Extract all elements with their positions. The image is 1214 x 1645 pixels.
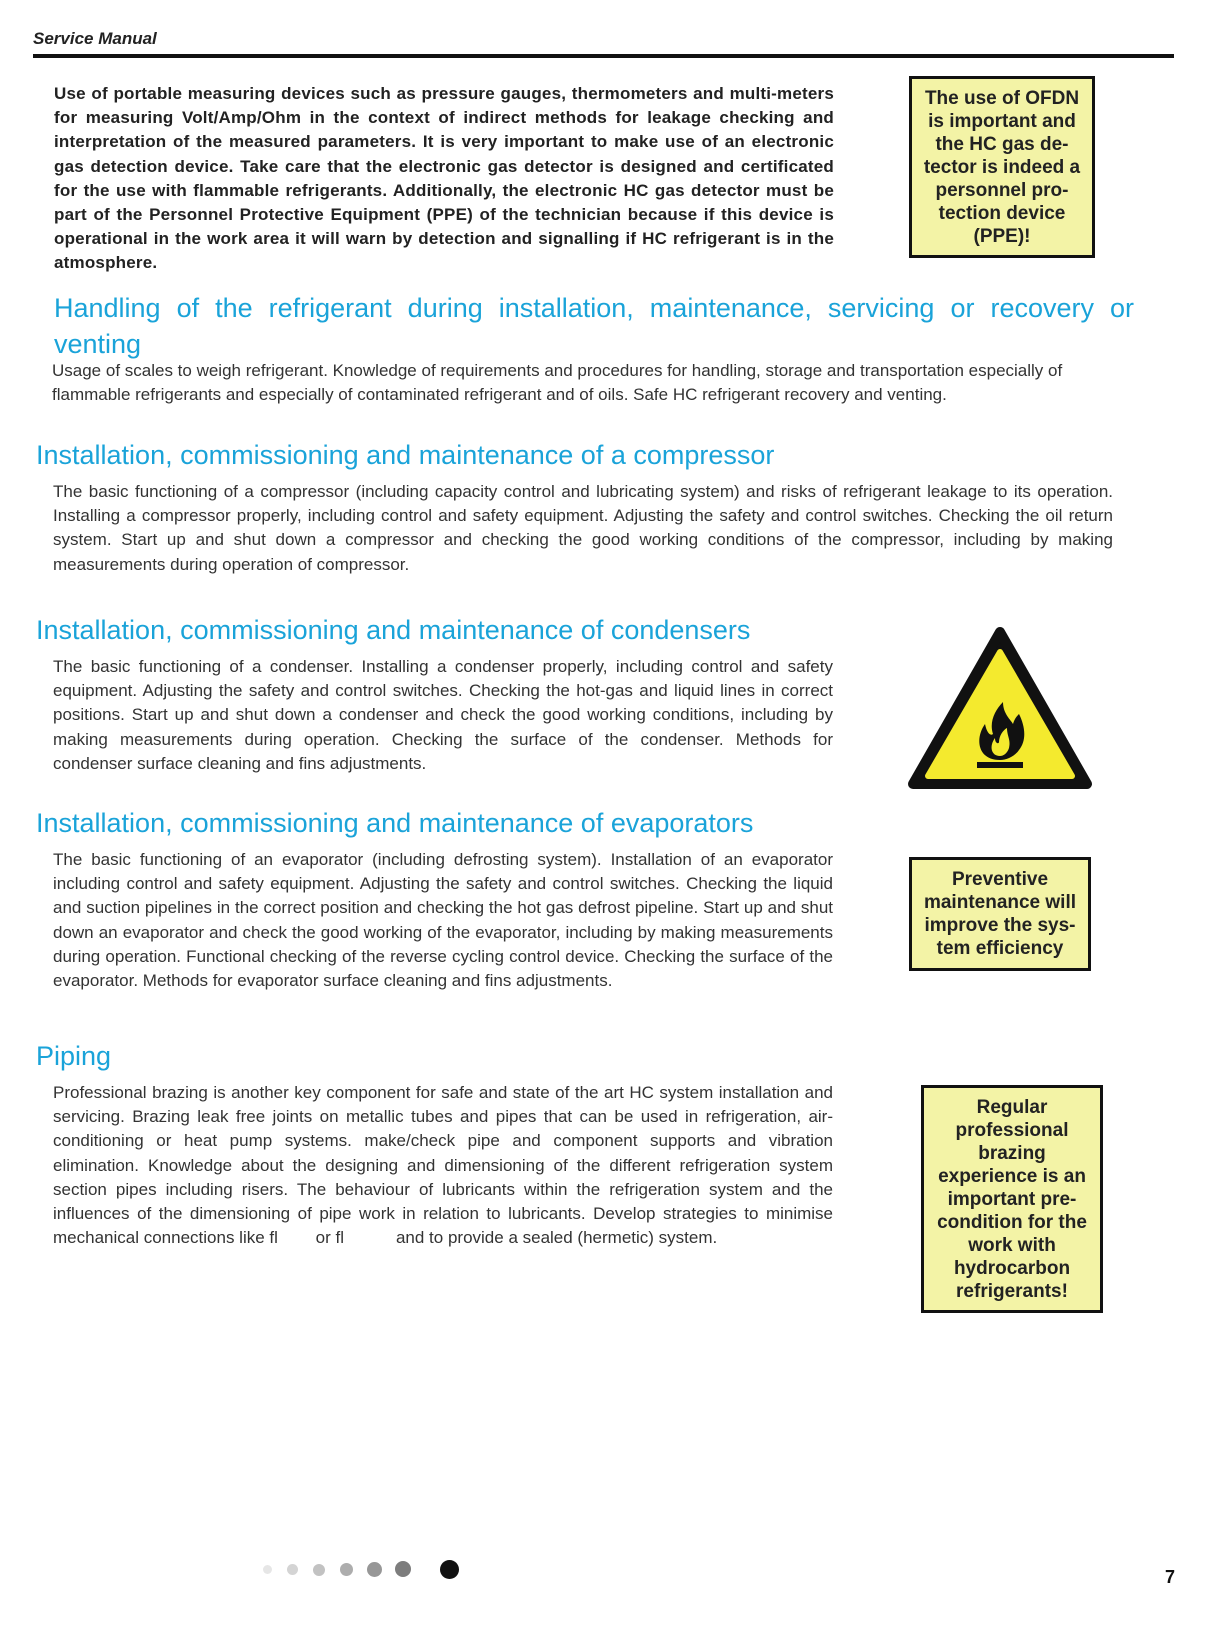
page-number: 7: [1164, 1567, 1175, 1587]
handling-heading: Handling of the refrigerant during installation, maintenance, servicing or recovery or venting: [54, 293, 1134, 359]
evaporators-body: The basic functioning of an evaporator (including defrosting system). Installation of an evaporator including control and safety equipment. Adjusting the safety and control switches. Checking the liquid and suction pipelines in the correct position and checking the hot gas defrost pipeline. Start up and shut down an evaporator and check the good working of the evaporator, including by making measurements during operation. Functional checking of the reverse cycling control device. Checking the surface of the evaporator. Methods for evaporator surface cleaning and fins adjustments.: [53, 850, 833, 991]
progress-dot: [367, 1562, 382, 1577]
ofdn-note-text: The use of OFDN is important and the HC gas de-tector is indeed a personnel pro-tection device (PPE)!: [923, 87, 1081, 247]
compressor-heading: Installation, commissioning and maintenance of a compressor: [36, 440, 775, 470]
handling-body: Usage of scales to weigh refrigerant. Knowledge of requirements and procedures for handling, storage and transportation especially of flammable refrigerants and especially of contaminated refrigerant and of oils. Safe HC refrigerant recovery and venting.: [52, 361, 1063, 404]
preventive-note-box: [909, 857, 1091, 971]
progress-dot: [395, 1561, 411, 1577]
piping-heading: Piping: [36, 1041, 112, 1071]
preventive-note-text: Preventive maintenance will improve the sys-tem efficiency: [923, 869, 1077, 959]
progress-dot-current: [440, 1560, 459, 1579]
evaporators-heading: Installation, commissioning and maintenance of evaporators: [36, 808, 754, 838]
header-title: Service Manual: [33, 29, 157, 48]
brazing-note-box: [921, 1085, 1103, 1313]
piping-body: Professional brazing is another key component for safe and state of the art HC system installation and servicing. Brazing leak free joints on metallic tubes and pipes that can be used in refrigeration, air-conditioning or heat pump systems. make/check pipe and component supports and vibration elimination. Knowledge about the designing and dimensioning of the different refrigeration system section pipes including risers. The behaviour of lubricants within the refrigeration system and the influences of the dimensioning of pipe work in relation to lubricants. Develop strategies to minimise mechanical connections like fl or fl and to provide a sealed (hermetic) system.: [53, 1083, 838, 1248]
header-rule: [33, 54, 1174, 58]
intro-paragraph: Use of portable measuring devices such as pressure gauges, thermometers and multi-meters for measuring Volt/Amp/Ohm in the context of indirect methods for leakage checking and interpretation of the measured parameters. It is very important to make use of an electronic gas detection device. Take care that the electronic gas detector is designed and certificated for the use with flammable refrigerants. Additionally, the electronic HC gas detector must be part of the Personnel Protective Equipment (PPE) of the technician because if this device is operational in the work area it will warn by detection and signalling if HC refrigerant is in the atmosphere.: [54, 84, 834, 273]
brazing-note-text: Regular professional brazing experience is an important pre-condition for the work with hydrocarbon refrigerants!: [937, 1096, 1087, 1302]
ofdn-note-box: [909, 76, 1095, 258]
flammable-warning-icon: [907, 626, 1093, 792]
progress-dot: [313, 1564, 325, 1576]
progress-dot: [287, 1564, 298, 1575]
compressor-body: The basic functioning of a compressor (including capacity control and lubricating system) and risks of refrigerant leakage to its operation. Installing a compressor properly, including control and safety equipment. Adjusting the safety and control switches. Checking the oil return system. Start up and shut down a compressor and checking the good working conditions of the compressor, including by making measurements during operation of compressor.: [53, 482, 1113, 574]
condensers-body: The basic functioning of a condenser. Installing a condenser properly, including control and safety equipment. Adjusting the safety and control switches. Checking the hot-gas and liquid lines in correct positions. Start up and shut down a condenser and check the good working conditions, including by making measurements during operation. Checking the surface of the condenser. Methods for condenser surface cleaning and fins adjustments.: [53, 657, 833, 773]
progress-dot: [263, 1565, 272, 1574]
condensers-heading: Installation, commissioning and maintenance of condensers: [36, 615, 751, 645]
progress-dot: [340, 1563, 353, 1576]
